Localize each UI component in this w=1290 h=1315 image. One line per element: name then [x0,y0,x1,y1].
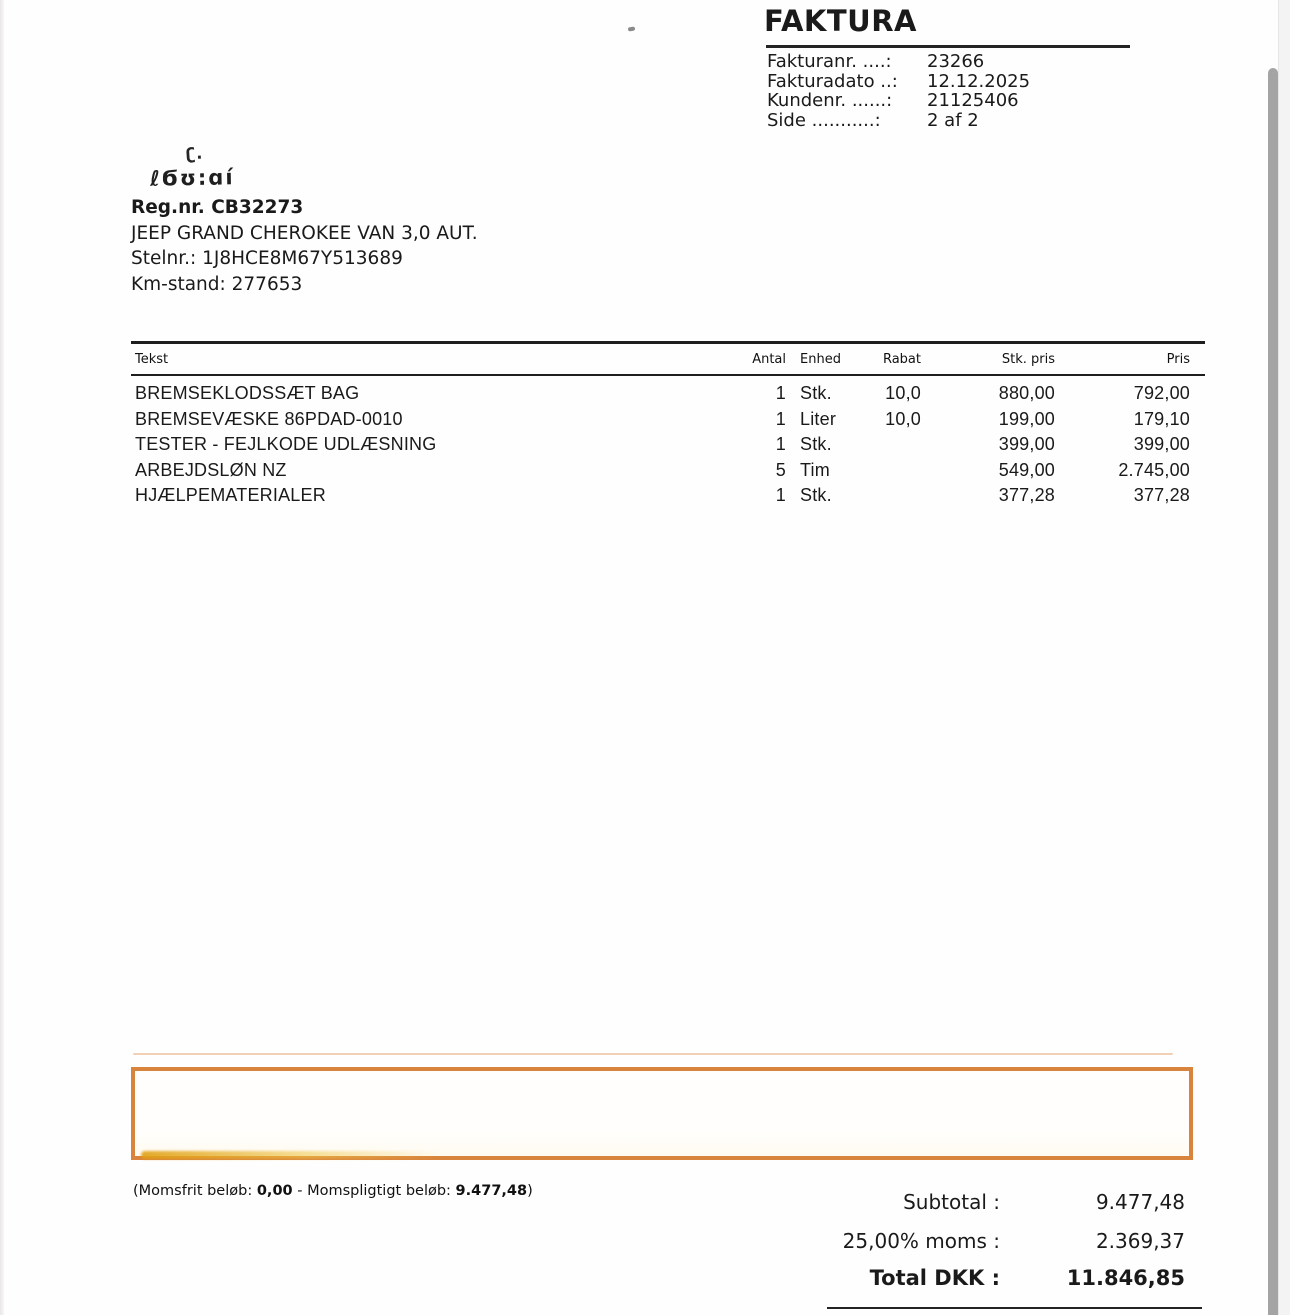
header-enhed: Enhed [800,352,841,367]
cell-stk-pris: 399,00 [998,434,1055,454]
cell-antal: 1 [775,434,786,454]
cell-enhed: Stk. [800,383,832,403]
stamp-scribble: ℓϬʊ:ɑí [149,165,235,191]
meta-row-invoice-number [767,52,1030,72]
cell-pris: 2.745,00 [1118,459,1190,480]
cell-tekst: TESTER - FEJLKODE UDLÆSNING [135,434,437,454]
vehicle-reg-number: Reg.nr. CB32273 [131,197,304,218]
table-row [131,434,1205,460]
meta-label: Kundenr. ......: [767,90,893,112]
cell-stk-pris: 199,00 [998,408,1055,429]
cell-pris: 792,00 [1133,383,1190,403]
subtotal-label: Subtotal : [903,1190,1000,1214]
cell-rabat: 10,0 [885,383,921,403]
cell-pris: 399,00 [1133,434,1190,454]
table-top-rule [131,341,1205,344]
cell-stk-pris: 549,00 [998,459,1055,480]
meta-label: Fakturadato ..: [767,70,898,92]
cell-enhed: Tim [800,459,830,480]
cell-enhed: Liter [800,408,837,429]
meta-label: Fakturanr. ....: [767,51,892,72]
stamp-scribble-top: ʗ. [185,143,204,164]
subtotal-row [780,1190,1185,1214]
cell-antal: 5 [775,459,786,480]
cell-antal: 1 [775,485,786,505]
header-pris: Pris [1166,352,1190,367]
vat-label: 25,00% moms : [842,1229,1000,1253]
cell-stk-pris: 880,00 [998,383,1055,403]
totals-bottom-rule [827,1307,1202,1309]
meta-row-customer-number [767,91,1030,111]
table-body [131,383,1205,511]
header-rabat: Rabat [882,352,921,367]
cell-stk-pris: 377,28 [998,485,1055,505]
header-stk-pris: Stk. pris [1001,352,1055,367]
meta-value: 2 af 2 [927,110,979,132]
vat-note [133,1183,533,1199]
page-left-edge [0,0,4,1315]
invoice-meta [767,52,1030,131]
vat-liable-amount: 9.477,48 [455,1183,528,1199]
table-row [131,409,1205,435]
stamp-box [131,1067,1193,1160]
table-row [131,460,1205,486]
vehicle-model: JEEP GRAND CHEROKEE VAN 3,0 AUT. [131,222,478,244]
total-row [780,1266,1185,1290]
invoice-title: FAKTURA [764,4,918,38]
scan-speck [628,27,635,32]
vat-note-suffix: ) [527,1183,533,1199]
cell-antal: 1 [775,408,786,429]
vat-note-prefix: (Momsfrit beløb: [133,1183,257,1199]
meta-row-invoice-date [767,72,1030,92]
table-row [131,485,1205,511]
cell-tekst: HJÆLPEMATERIALER [135,485,326,505]
subtotal-value: 9.477,48 [1095,1190,1185,1214]
cell-enhed: Stk. [800,434,832,454]
vehicle-info [131,195,478,297]
cell-enhed: Stk. [800,485,832,505]
cell-tekst: BREMSEVÆSKE 86PDAD-0010 [135,408,403,429]
cell-pris: 377,28 [1133,485,1190,505]
table-row [131,383,1205,409]
cell-pris: 179,10 [1133,408,1190,429]
meta-row-page [767,111,1030,131]
meta-label: Side ...........: [767,110,881,132]
meta-value: 23266 [927,51,985,72]
header-antal: Antal [752,352,786,367]
vehicle-km: Km-stand: 277653 [131,273,303,295]
gold-smudge [141,1151,441,1159]
vat-free-amount: 0,00 [256,1183,293,1199]
orange-ghost-line [133,1053,1173,1055]
meta-value: 12.12.2025 [927,70,1031,92]
table-header-row [131,352,1205,370]
table-header-rule [131,374,1205,376]
total-label: Total DKK : [869,1266,1000,1290]
title-underline [766,45,1130,48]
total-value: 11.846,85 [1066,1266,1185,1290]
cell-tekst: ARBEJDSLØN NZ [135,459,287,480]
cell-rabat: 10,0 [885,408,921,429]
cell-antal: 1 [775,383,786,403]
vat-row [780,1229,1185,1253]
header-tekst: Tekst [135,352,169,367]
scrollbar-thumb[interactable] [1268,68,1278,1315]
meta-value: 21125406 [927,90,1019,112]
scrollbar-track[interactable] [1278,0,1290,1315]
vehicle-vin: Stelnr.: 1J8HCE8M67Y513689 [131,248,403,270]
vat-note-middle: - Momspligtigt beløb: [292,1183,456,1199]
vat-value: 2.369,37 [1095,1229,1185,1253]
cell-tekst: BREMSEKLODSSÆT BAG [135,383,360,403]
